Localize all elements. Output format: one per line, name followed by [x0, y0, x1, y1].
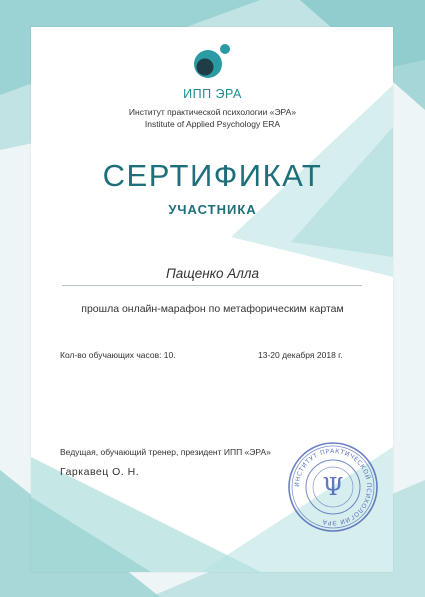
achievement-text: прошла онлайн-марафон по метафорическим картам — [81, 303, 344, 315]
name-underline — [62, 285, 362, 286]
certificate-subtitle: УЧАСТНИКА — [168, 202, 257, 217]
seal-lettering: ИНСТИТУТ ПРАКТИЧЕСКОЙ ПСИХОЛОГИИ ЭРА — [293, 447, 373, 527]
signer-position: Ведущая, обучающий тренер, президент ИПП «ЭРА» — [60, 447, 271, 457]
stamp-seal — [286, 440, 380, 534]
psi-symbol-icon: Ψ — [322, 473, 344, 501]
institute-name-en: Institute of Applied Psychology ERA — [144, 119, 281, 129]
recipient-name: Пащенко Алла — [165, 266, 260, 281]
certificate-title: СЕРТИФИКАТ — [102, 158, 323, 193]
training-hours: Кол-во обучающих часов: 10. — [60, 350, 176, 360]
signer-name: Гаркавец О. Н. — [60, 466, 140, 478]
logo-icon — [183, 40, 241, 84]
event-dates: 13-20 декабря 2018 г. — [258, 350, 343, 360]
institute-name-ru: Институт практической психологии «ЭРА» — [128, 107, 297, 117]
brand-name: ИПП ЭРА — [183, 87, 242, 101]
